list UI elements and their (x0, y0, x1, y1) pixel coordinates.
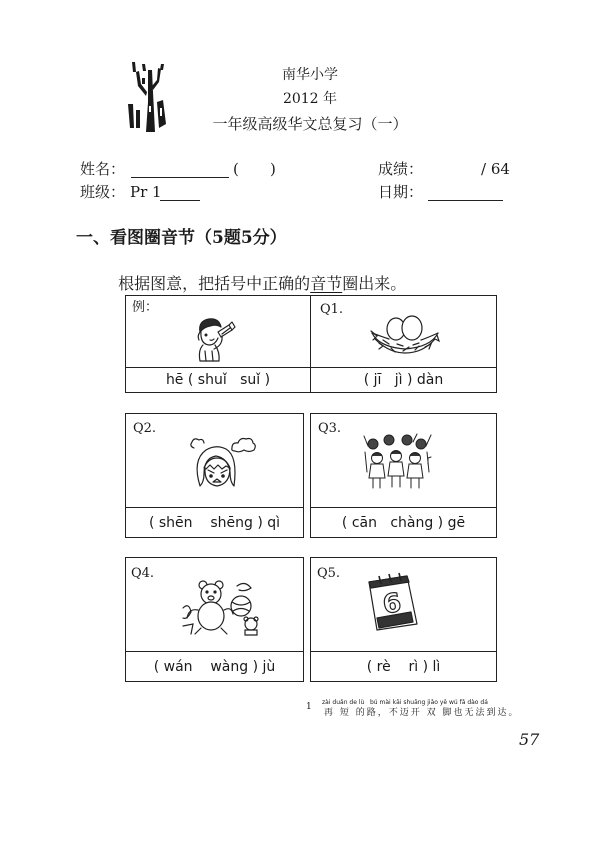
instruction-underlined-word: 音节 (310, 274, 343, 293)
pinyin-answer-row (126, 367, 310, 392)
worksheet-title: 一年级高级华文总复习（一） (212, 115, 408, 133)
score-label: 成绩： (378, 160, 424, 178)
section-instruction (108, 251, 406, 295)
pinyin-options: hē ( shuǐ suǐ ) (165, 372, 271, 388)
calendar-date-digit: 6 (380, 587, 404, 621)
calendar-icon (363, 572, 421, 634)
name-blank-line (131, 177, 229, 178)
pinyin-answer-row (311, 507, 496, 537)
date-blank-line (428, 200, 503, 201)
question-box-q2 (125, 413, 304, 538)
question-label: Q1. (320, 302, 344, 317)
question-label: 例： (132, 300, 159, 315)
class-number-paren-open: ( (233, 160, 239, 178)
eggs-in-nest-icon (369, 313, 441, 355)
instruction-text-start: 根据图意，把括号中正确的 (118, 274, 311, 293)
worksheet-year: 2012 年 (282, 91, 338, 107)
question-label: Q5. (317, 566, 341, 581)
pinyin-options: ( jī jì ) dàn (363, 372, 444, 388)
score-total: / 64 (481, 160, 510, 178)
class-label: 班级： (80, 183, 126, 201)
question-label: Q3. (318, 421, 342, 436)
question-box-q1 (310, 295, 497, 393)
pinyin-answer-row (311, 367, 496, 392)
class-number-paren-close: ) (270, 160, 276, 178)
question-box-example (125, 295, 311, 393)
question-box-q4 (125, 557, 304, 682)
date-label: 日期： (378, 183, 424, 201)
toys-icon (181, 578, 263, 636)
question-label: Q4. (131, 566, 155, 581)
footer-proverb: 再 短 的路，不迈开 双 脚也无法到达。 (324, 708, 520, 718)
page-number: 57 (519, 730, 540, 749)
instruction-text-end: 圈出来。 (342, 274, 407, 293)
pinyin-answer-row (126, 651, 303, 681)
pinyin-options: ( wán wàng ) jù (153, 658, 276, 675)
footer-pinyin: zài duǎn de lù bú mài kāi shuāng jiǎo yě wú fǎ dào dá (322, 699, 488, 706)
section-heading: 一、看图圈音节（5题5分） (76, 228, 287, 248)
class-value: Pr 1 (130, 183, 162, 201)
pinyin-options: ( rè rì ) lì (366, 658, 441, 675)
children-singing-icon (361, 432, 433, 490)
question-box-q5 (310, 557, 497, 682)
name-label: 姓名： (80, 160, 126, 178)
pinyin-answer-row (126, 507, 303, 537)
pinyin-options: ( shēn shēng ) qì (148, 514, 281, 531)
school-name: 南华小学 (282, 67, 338, 83)
class-blank-line (160, 200, 200, 201)
child-drinking-icon (192, 317, 238, 363)
angry-girl-icon (186, 434, 258, 492)
question-label: Q2. (133, 421, 157, 436)
pinyin-answer-row (311, 651, 496, 681)
school-tree-logo-icon (128, 62, 170, 138)
pinyin-options: ( cān chàng ) gē (341, 514, 466, 531)
question-box-q3 (310, 413, 497, 538)
footer-marker: 1 (306, 702, 312, 712)
